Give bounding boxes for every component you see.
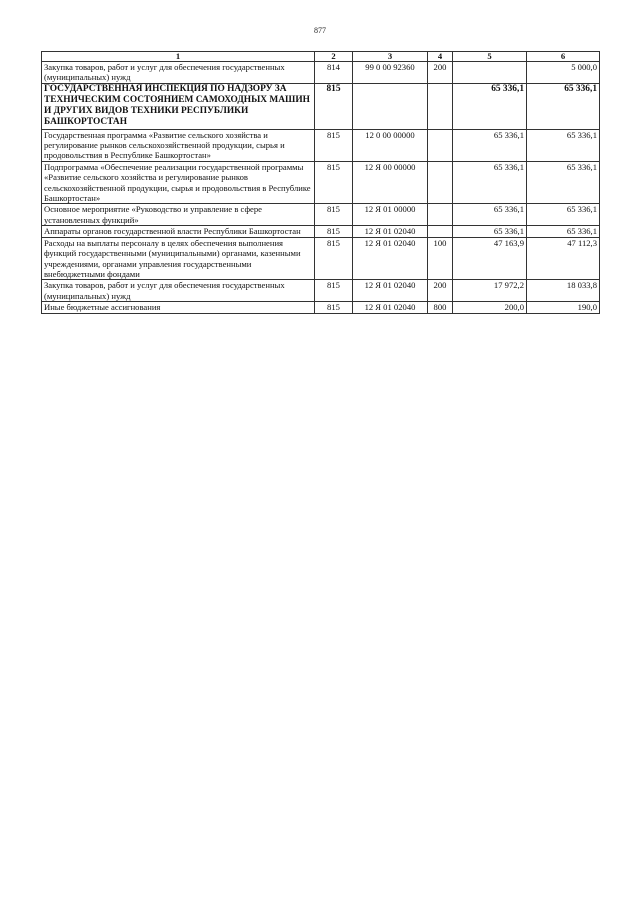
amount-col6: 190,0 bbox=[527, 302, 600, 313]
table-row bbox=[42, 129, 600, 161]
article-code: 12 Я 01 02040 bbox=[353, 226, 428, 237]
table-row bbox=[42, 204, 600, 226]
ministry-code: 815 bbox=[315, 129, 353, 161]
header-cell: 5 bbox=[453, 52, 527, 62]
article-code: 12 Я 00 00000 bbox=[353, 161, 428, 204]
article-code: 12 Я 01 00000 bbox=[353, 204, 428, 226]
row-name: Закупка товаров, работ и услуг для обеспечения государственных (муниципальных) нужд bbox=[42, 62, 315, 84]
ministry-code: 814 bbox=[315, 62, 353, 84]
amount-col5: 65 336,1 bbox=[453, 83, 527, 129]
header-cell: 6 bbox=[527, 52, 600, 62]
amount-col6: 47 112,3 bbox=[527, 237, 600, 280]
expense-type: 100 bbox=[428, 237, 453, 280]
amount-col6: 65 336,1 bbox=[527, 83, 600, 129]
expense-type bbox=[428, 83, 453, 129]
ministry-code: 815 bbox=[315, 83, 353, 129]
row-name: Государственная программа «Развитие сельского хозяйства и регулирование рынков сельскохозяйственной продукции, сырья и продовольствия в Республике Башкортостан» bbox=[42, 129, 315, 161]
ministry-code: 815 bbox=[315, 161, 353, 204]
table-header-row bbox=[42, 52, 600, 62]
row-name: Расходы на выплаты персоналу в целях обеспечения выполнения функций государственными (муниципальными) органами, казенными учреждениями, органами управления государственными внебюджетными фондами bbox=[42, 237, 315, 280]
ministry-code: 815 bbox=[315, 302, 353, 313]
amount-col5: 17 972,2 bbox=[453, 280, 527, 302]
amount-col5: 65 336,1 bbox=[453, 204, 527, 226]
table-row bbox=[42, 62, 600, 84]
ministry-code: 815 bbox=[315, 204, 353, 226]
row-name: Подпрограмма «Обеспечение реализации государственной программы «Развитие сельского хозяйства и регулирование рынков сельскохозяйственной продукции, сырья и продовольствия в Республике Башкортостан» bbox=[42, 161, 315, 204]
expense-type bbox=[428, 161, 453, 204]
article-code: 12 Я 01 02040 bbox=[353, 237, 428, 280]
table-row bbox=[42, 161, 600, 204]
article-code: 12 Я 01 02040 bbox=[353, 280, 428, 302]
amount-col6: 65 336,1 bbox=[527, 226, 600, 237]
header-cell: 1 bbox=[42, 52, 315, 62]
table-row bbox=[42, 237, 600, 280]
expense-type: 800 bbox=[428, 302, 453, 313]
header-cell: 4 bbox=[428, 52, 453, 62]
header-cell: 2 bbox=[315, 52, 353, 62]
row-name: Основное мероприятие «Руководство и управление в сфере установленных функций» bbox=[42, 204, 315, 226]
row-name: Закупка товаров, работ и услуг для обеспечения государственных (муниципальных) нужд bbox=[42, 280, 315, 302]
amount-col5: 200,0 bbox=[453, 302, 527, 313]
table-row bbox=[42, 302, 600, 313]
row-name: Иные бюджетные ассигнования bbox=[42, 302, 315, 313]
header-cell: 3 bbox=[353, 52, 428, 62]
expense-type bbox=[428, 204, 453, 226]
table-row bbox=[42, 280, 600, 302]
amount-col5 bbox=[453, 62, 527, 84]
amount-col6: 65 336,1 bbox=[527, 204, 600, 226]
amount-col5: 47 163,9 bbox=[453, 237, 527, 280]
ministry-code: 815 bbox=[315, 237, 353, 280]
expense-type bbox=[428, 226, 453, 237]
article-code: 12 0 00 00000 bbox=[353, 129, 428, 161]
expense-type bbox=[428, 129, 453, 161]
table-row bbox=[42, 226, 600, 237]
amount-col5: 65 336,1 bbox=[453, 129, 527, 161]
expense-type: 200 bbox=[428, 280, 453, 302]
amount-col5: 65 336,1 bbox=[453, 161, 527, 204]
ministry-code: 815 bbox=[315, 280, 353, 302]
row-name: Аппараты органов государственной власти Республики Башкортостан bbox=[42, 226, 315, 237]
article-code bbox=[353, 83, 428, 129]
amount-col6: 65 336,1 bbox=[527, 161, 600, 204]
article-code: 99 0 00 92360 bbox=[353, 62, 428, 84]
amount-col6: 18 033,8 bbox=[527, 280, 600, 302]
budget-table bbox=[41, 51, 600, 314]
amount-col6: 65 336,1 bbox=[527, 129, 600, 161]
table-row bbox=[42, 83, 600, 129]
ministry-code: 815 bbox=[315, 226, 353, 237]
page-number: 877 bbox=[314, 26, 326, 35]
amount-col5: 65 336,1 bbox=[453, 226, 527, 237]
amount-col6: 5 000,0 bbox=[527, 62, 600, 84]
row-name: ГОСУДАРСТВЕННАЯ ИНСПЕКЦИЯ ПО НАДЗОРУ ЗА ТЕХНИЧЕСКИМ СОСТОЯНИЕМ САМОХОДНЫХ МАШИН И ДРУГИХ ВИДОВ ТЕХНИКИ РЕСПУБЛИКИ БАШКОРТОСТАН bbox=[42, 83, 315, 129]
expense-type: 200 bbox=[428, 62, 453, 84]
article-code: 12 Я 01 02040 bbox=[353, 302, 428, 313]
